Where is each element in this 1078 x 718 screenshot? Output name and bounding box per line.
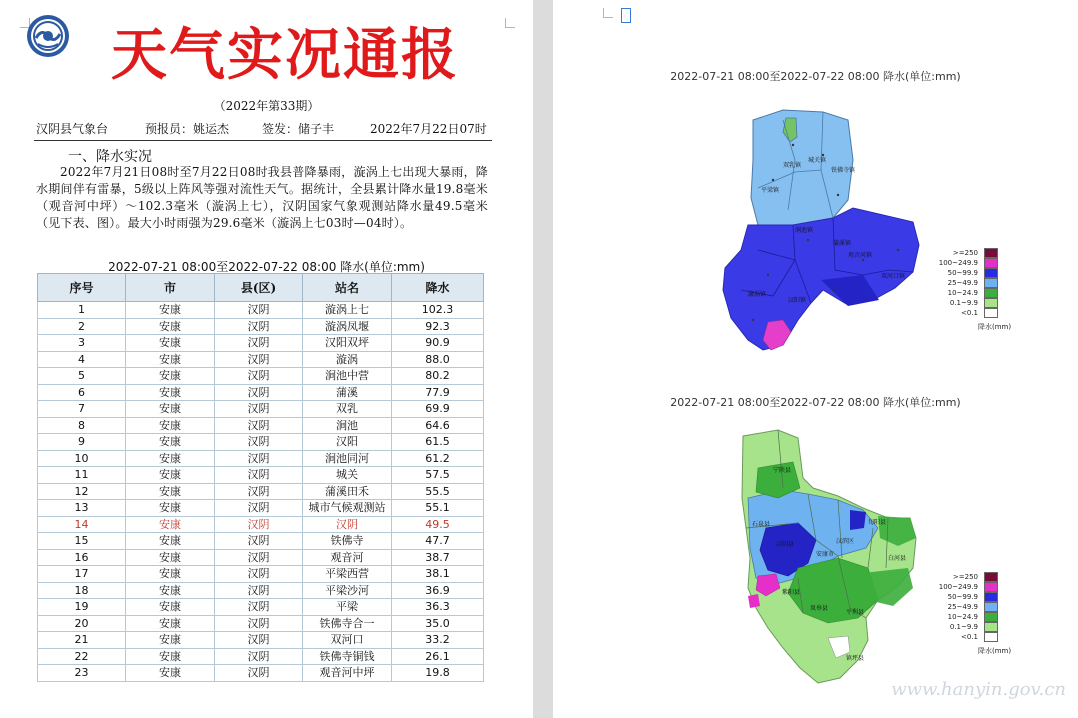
- table-cell: 8: [38, 417, 126, 434]
- forecaster: 预报员：姚运杰: [145, 122, 230, 136]
- map2-label: 白河县: [888, 555, 907, 562]
- table-cell: 6: [38, 384, 126, 401]
- summary-paragraph: 2022年7月21日08时至7月22日08时我县普降暴雨，漩涡上七出现大暴雨，降水期间伴有雷暴，5级以上阵风等强对流性天气。据统计，全县累计降水量19.8毫米（观音河中坪）～102.3毫米（漩涡上七），汉阴国家气象观测站降水量49.5毫米（见下表、图）。最大小时雨强为29.6毫米（漩涡上七03时—04时）。: [36, 165, 488, 230]
- table-cell: 观音河中坪: [303, 665, 392, 682]
- table-cell: 安康: [126, 582, 215, 599]
- table-row: [38, 302, 484, 319]
- legend-item: 0.1~9.9: [948, 622, 1038, 632]
- table-cell: 19: [38, 599, 126, 616]
- table-cell: 5: [38, 368, 126, 385]
- legend-item: 10~24.9: [948, 612, 1038, 622]
- map1-label: 平梁镇: [761, 187, 780, 194]
- table-cell: 安康: [126, 483, 215, 500]
- table-cell: 26.1: [392, 648, 484, 665]
- table-cell: 14: [38, 516, 126, 533]
- table-cell: 漩涡凤堰: [303, 318, 392, 335]
- table-cell: 汉阴: [215, 384, 303, 401]
- table-cell: 安康: [126, 615, 215, 632]
- table-cell: 安康: [126, 302, 215, 319]
- table-cell: 平梁沙河: [303, 582, 392, 599]
- table-cell: 安康: [126, 318, 215, 335]
- legend-item: 25~49.9: [948, 278, 1038, 288]
- table-cell: 汉阴: [215, 665, 303, 682]
- table-row: [38, 483, 484, 500]
- table-cell: 铁佛寺合一: [303, 615, 392, 632]
- issue-number: （2022年第33期）: [213, 99, 320, 113]
- map2-title: 2022-07-21 08:00至2022-07-22 08:00 降水(单位:mm): [670, 396, 961, 409]
- table-cell: 20: [38, 615, 126, 632]
- legend-item: 100~249.9: [948, 582, 1038, 592]
- map2-label: 安康市: [816, 551, 835, 558]
- table-cell: 23: [38, 665, 126, 682]
- table-row: [38, 500, 484, 517]
- agency-name: 汉阴县气象台: [36, 122, 109, 136]
- legend-item: 50~99.9: [948, 592, 1038, 602]
- table-cell: 19.8: [392, 665, 484, 682]
- table-cell: 平梁西营: [303, 566, 392, 583]
- table-header-cell: 县(区): [215, 274, 303, 302]
- table-cell: 3: [38, 335, 126, 352]
- table-cell: 安康: [126, 450, 215, 467]
- table-cell: 7: [38, 401, 126, 418]
- table-cell: 汉阳双坪: [303, 335, 392, 352]
- table-cell: 15: [38, 533, 126, 550]
- table-row: [38, 401, 484, 418]
- precipitation-map-county: [713, 100, 953, 355]
- watermark: www.hanyin.gov.cn: [891, 679, 1066, 700]
- table-cell: 安康: [126, 335, 215, 352]
- table-cell: 汉阴: [215, 318, 303, 335]
- table-header-cell: 市: [126, 274, 215, 302]
- table-row: [38, 450, 484, 467]
- page-corner-mark: [603, 8, 613, 18]
- table-row: [38, 516, 484, 533]
- table-row: [38, 318, 484, 335]
- table-cell: 57.5: [392, 467, 484, 484]
- table-cell: 9: [38, 434, 126, 451]
- table-row: [38, 599, 484, 616]
- table-cell: 汉阴: [215, 401, 303, 418]
- map1-label: 汉阳镇: [788, 297, 807, 304]
- table-cell: 11: [38, 467, 126, 484]
- table-row: [38, 335, 484, 352]
- table-cell: 36.9: [392, 582, 484, 599]
- map1-label: 观音河镇: [848, 252, 873, 259]
- table-cell: 涧池: [303, 417, 392, 434]
- table-row: [38, 434, 484, 451]
- section-title: 一、降水实况: [68, 149, 152, 165]
- table-row: [38, 549, 484, 566]
- map1-label: 铁佛寺镇: [831, 167, 856, 174]
- text-cursor-marker: [621, 8, 631, 23]
- table-cell: 蒲溪: [303, 384, 392, 401]
- table-cell: 汉阴: [215, 483, 303, 500]
- table-cell: 13: [38, 500, 126, 517]
- table-cell: 汉阴: [215, 302, 303, 319]
- table-cell: 安康: [126, 351, 215, 368]
- table-cell: 涧池中营: [303, 368, 392, 385]
- table-cell: 80.2: [392, 368, 484, 385]
- table-cell: 安康: [126, 384, 215, 401]
- map2-label: 平利县: [846, 609, 865, 616]
- table-cell: 22: [38, 648, 126, 665]
- table-cell: 安康: [126, 533, 215, 550]
- legend-item: >=250: [948, 572, 1038, 582]
- table-row: [38, 665, 484, 682]
- table-cell: 汉阴: [215, 582, 303, 599]
- table-cell: 汉阴: [215, 467, 303, 484]
- legend-item: 25~49.9: [948, 602, 1038, 612]
- table-row: [38, 351, 484, 368]
- table-cell: 汉阳: [303, 434, 392, 451]
- legend-item: >=250: [948, 248, 1038, 258]
- table-cell: 平梁: [303, 599, 392, 616]
- table-cell: 汉阴: [215, 615, 303, 632]
- table-cell: 安康: [126, 516, 215, 533]
- table-cell: 漩涡上七: [303, 302, 392, 319]
- map2-label: 汉滨区: [836, 538, 855, 545]
- map1-title: 2022-07-21 08:00至2022-07-22 08:00 降水(单位:mm): [670, 70, 961, 83]
- table-header-cell: 序号: [38, 274, 126, 302]
- table-row: [38, 417, 484, 434]
- table-cell: 21: [38, 632, 126, 649]
- table-cell: 安康: [126, 665, 215, 682]
- meteorology-logo-icon: [26, 14, 70, 58]
- table-cell: 城关: [303, 467, 392, 484]
- table-cell: 安康: [126, 401, 215, 418]
- table-cell: 36.3: [392, 599, 484, 616]
- table-cell: 汉阴: [215, 450, 303, 467]
- map2-label: 旬阳县: [868, 519, 887, 526]
- table-header-cell: 降水: [392, 274, 484, 302]
- map2-label: 岚皋县: [810, 605, 829, 612]
- table-cell: 安康: [126, 549, 215, 566]
- legend-item: 50~99.9: [948, 268, 1038, 278]
- precipitation-table: [37, 273, 484, 682]
- legend-unit: 降水(mm): [978, 647, 1012, 655]
- table-cell: 汉阴: [215, 516, 303, 533]
- table-row: [38, 467, 484, 484]
- map1-legend: [938, 248, 1043, 338]
- table-cell: 汉阴: [215, 500, 303, 517]
- map1-label: 双河口镇: [881, 273, 906, 280]
- signer: 签发：储子丰: [262, 122, 335, 136]
- table-row: [38, 615, 484, 632]
- table-cell: 61.2: [392, 450, 484, 467]
- table-cell: 安康: [126, 566, 215, 583]
- table-row: [38, 632, 484, 649]
- table-cell: 33.2: [392, 632, 484, 649]
- page-corner-mark: [505, 18, 515, 28]
- map1-label: 城关镇: [808, 157, 827, 164]
- table-cell: 55.1: [392, 500, 484, 517]
- table-cell: 17: [38, 566, 126, 583]
- map2-label: 镇坪县: [846, 655, 865, 662]
- table-cell: 安康: [126, 648, 215, 665]
- precipitation-map-region: [738, 428, 938, 688]
- legend-item: 10~24.9: [948, 288, 1038, 298]
- table-cell: 铁佛寺: [303, 533, 392, 550]
- map1-label: 漩涡镇: [748, 291, 767, 298]
- table-caption: 2022-07-21 08:00至2022-07-22 08:00 降水(单位:mm): [108, 260, 425, 274]
- table-row: [38, 384, 484, 401]
- legend-item: <0.1: [948, 632, 1038, 642]
- table-cell: 观音河: [303, 549, 392, 566]
- table-cell: 汉阴: [215, 648, 303, 665]
- map2-label: 紫阳县: [782, 589, 801, 596]
- table-cell: 47.7: [392, 533, 484, 550]
- map2-label: 石泉县: [752, 521, 771, 528]
- table-cell: 18: [38, 582, 126, 599]
- table-cell: 安康: [126, 368, 215, 385]
- table-row: [38, 582, 484, 599]
- legend-item: <0.1: [948, 308, 1038, 318]
- table-cell: 35.0: [392, 615, 484, 632]
- table-cell: 安康: [126, 467, 215, 484]
- table-cell: 漩涡: [303, 351, 392, 368]
- divider-line: [34, 140, 492, 141]
- report-page-1: [0, 0, 533, 718]
- table-row: [38, 648, 484, 665]
- table-cell: 安康: [126, 632, 215, 649]
- table-cell: 69.9: [392, 401, 484, 418]
- table-cell: 1: [38, 302, 126, 319]
- table-cell: 2: [38, 318, 126, 335]
- report-title: 天气实况通报: [111, 22, 459, 88]
- table-body: [38, 302, 484, 682]
- table-cell: 55.5: [392, 483, 484, 500]
- table-cell: 安康: [126, 500, 215, 517]
- table-cell: 汉阴: [215, 566, 303, 583]
- table-cell: 88.0: [392, 351, 484, 368]
- table-cell: 汉阴: [215, 533, 303, 550]
- table-cell: 汉阴: [215, 549, 303, 566]
- map1-label: 蒲溪镇: [833, 240, 852, 247]
- table-cell: 汉阴: [215, 335, 303, 352]
- table-cell: 汉阴: [215, 417, 303, 434]
- table-cell: 安康: [126, 434, 215, 451]
- table-cell: 49.5: [392, 516, 484, 533]
- table-header-row: [38, 274, 484, 302]
- table-cell: 双乳: [303, 401, 392, 418]
- table-cell: 蒲溪田禾: [303, 483, 392, 500]
- table-cell: 102.3: [392, 302, 484, 319]
- legend-unit: 降水(mm): [978, 323, 1012, 331]
- map1-label: 涧池镇: [795, 227, 814, 234]
- table-cell: 双河口: [303, 632, 392, 649]
- table-cell: 安康: [126, 417, 215, 434]
- table-cell: 城市气候观测站: [303, 500, 392, 517]
- table-cell: 汉阴: [215, 351, 303, 368]
- table-cell: 汉阴: [215, 434, 303, 451]
- table-cell: 16: [38, 549, 126, 566]
- report-page-2: [553, 0, 1078, 718]
- map2-label: 宁陕县: [773, 467, 792, 474]
- map1-label: 双乳镇: [783, 162, 802, 169]
- table-cell: 92.3: [392, 318, 484, 335]
- table-cell: 38.7: [392, 549, 484, 566]
- table-cell: 汉阴: [215, 368, 303, 385]
- table-header-cell: 站名: [303, 274, 392, 302]
- legend-item: 100~249.9: [948, 258, 1038, 268]
- table-cell: 77.9: [392, 384, 484, 401]
- table-cell: 汉阴: [215, 632, 303, 649]
- page-gap: [533, 0, 553, 718]
- table-cell: 汉阴: [215, 599, 303, 616]
- map2-legend: [938, 572, 1043, 662]
- table-row: [38, 533, 484, 550]
- table-cell: 铁佛寺铜钱: [303, 648, 392, 665]
- table-cell: 61.5: [392, 434, 484, 451]
- issue-datetime: 2022年7月22日07时: [370, 122, 487, 136]
- table-cell: 12: [38, 483, 126, 500]
- table-cell: 涧池同河: [303, 450, 392, 467]
- map2-label: 汉阴县: [776, 541, 795, 548]
- table-row: [38, 566, 484, 583]
- table-cell: 38.1: [392, 566, 484, 583]
- table-row: [38, 368, 484, 385]
- table-cell: 安康: [126, 599, 215, 616]
- table-cell: 4: [38, 351, 126, 368]
- table-cell: 汉阴: [303, 516, 392, 533]
- table-cell: 64.6: [392, 417, 484, 434]
- table-cell: 90.9: [392, 335, 484, 352]
- legend-item: 0.1~9.9: [948, 298, 1038, 308]
- table-cell: 10: [38, 450, 126, 467]
